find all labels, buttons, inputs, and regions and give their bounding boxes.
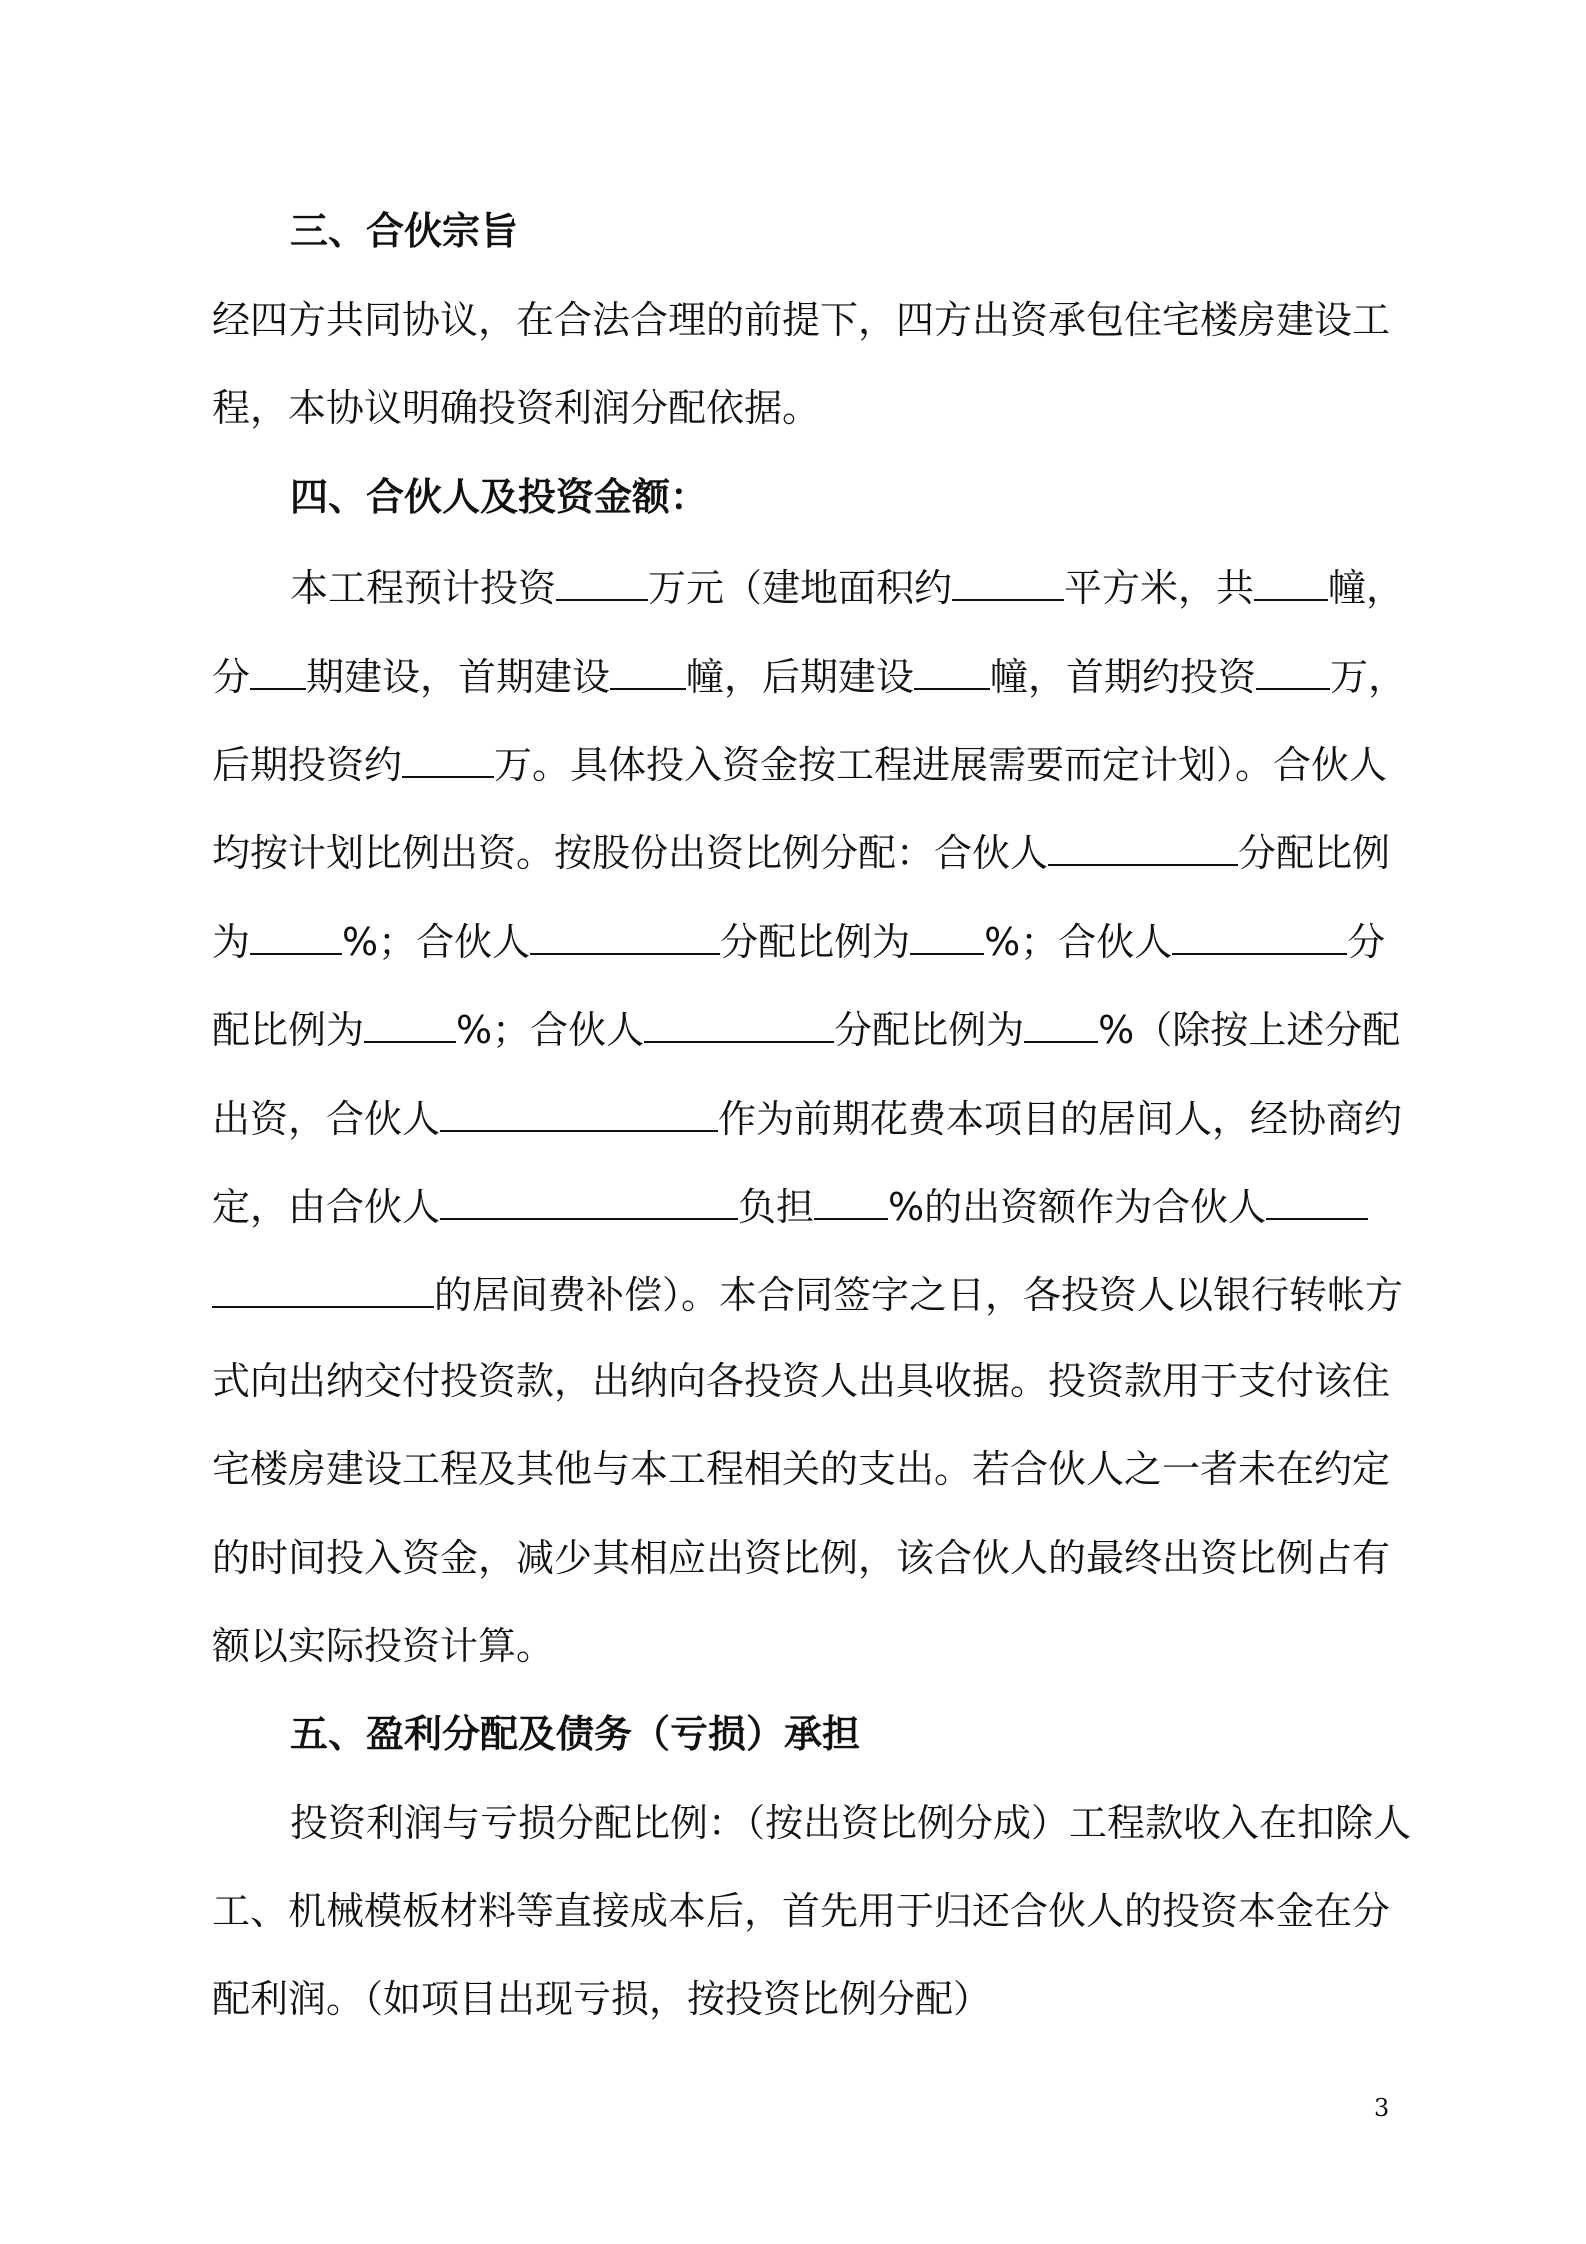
blank-field[interactable] — [1172, 915, 1347, 955]
text-run: 作为前期花费本项目的居间人，经协商约 — [718, 1097, 1403, 1141]
text-run: 万， — [1330, 655, 1407, 699]
paragraph-line — [212, 1180, 1368, 1231]
text-run: 均按计划比例出资。按股份出资比例分配：合伙人 — [212, 831, 1049, 875]
text-run: 后期投资约 — [212, 743, 403, 787]
paragraph-line: 宅楼房建设工程及其他与本工程相关的支出。若合伙人之一者未在约定 — [212, 1447, 1391, 1491]
blank-field[interactable] — [644, 1003, 834, 1043]
blank-field[interactable] — [530, 915, 720, 955]
text-run: 本工程预计投资 — [290, 566, 557, 610]
text-run: %的出资额作为合伙人 — [888, 1185, 1267, 1229]
text-run: %；合伙人 — [342, 920, 531, 964]
text-run: 分配比例为 — [834, 1008, 1025, 1052]
paragraph-line: 程，本协议明确投资利润分配依据。 — [212, 386, 821, 430]
paragraph-line — [290, 561, 1404, 612]
paragraph-line: 的时间投入资金，减少其相应出资比例，该合伙人的最终出资比例占有 — [212, 1536, 1391, 1580]
text-run: 分配比例 — [1238, 831, 1391, 875]
text-run: 为 — [212, 920, 251, 964]
text-run: 期建设，首期建设 — [306, 655, 611, 699]
paragraph-line: 配利润。（如项目出现亏损，按投资比例分配） — [212, 1977, 992, 2021]
text-run: 幢，后期建设 — [686, 655, 915, 699]
section-4-heading: 四、合伙人及投资金额： — [290, 475, 709, 519]
paragraph-line: 投资利润与亏损分配比例：（按出资比例分成）工程款收入在扣除人 — [290, 1801, 1412, 1845]
text-run: 分配比例为 — [720, 920, 911, 964]
blank-field[interactable] — [250, 915, 342, 955]
text-run: 的居间费补偿）。本合同签字之日，各投资人以银行转帐方 — [434, 1273, 1404, 1317]
paragraph-line: 经四方共同协议，在合法合理的前提下，四方出资承包住宅楼房建设工 — [212, 298, 1391, 342]
blank-field[interactable] — [1254, 561, 1328, 601]
text-run: %（除按上述分配 — [1098, 1008, 1401, 1052]
text-run: 配比例为 — [212, 1008, 365, 1052]
blank-field[interactable] — [402, 738, 494, 778]
paragraph-line — [212, 650, 1406, 701]
page-number: 3 — [1374, 2094, 1390, 2122]
blank-field[interactable] — [556, 561, 648, 601]
blank-field[interactable] — [364, 1003, 456, 1043]
blank-field[interactable] — [212, 1268, 434, 1308]
paragraph-line: 额以实际投资计算。 — [212, 1624, 555, 1668]
blank-field[interactable] — [952, 561, 1064, 601]
text-run: 幢，首期约投资 — [990, 655, 1257, 699]
paragraph-line — [212, 1268, 1403, 1319]
blank-field[interactable] — [910, 915, 984, 955]
text-run: 负担 — [738, 1185, 815, 1229]
paragraph-line — [212, 738, 1387, 789]
blank-field[interactable] — [610, 650, 686, 690]
blank-field[interactable] — [440, 1092, 718, 1132]
text-run: 出资，合伙人 — [212, 1097, 441, 1141]
blank-field[interactable] — [914, 650, 990, 690]
section-3-heading: 三、合伙宗旨 — [290, 209, 519, 253]
blank-field[interactable] — [1024, 1003, 1098, 1043]
text-run: 分 — [1347, 920, 1386, 964]
text-run: 万元（建地面积约 — [648, 566, 953, 610]
blank-field[interactable] — [814, 1180, 888, 1220]
blank-field[interactable] — [1266, 1180, 1368, 1220]
text-run: 分 — [212, 655, 251, 699]
blank-field[interactable] — [440, 1180, 738, 1220]
text-run: 万。具体投入资金按工程进展需要而定计划）。合伙人 — [494, 743, 1388, 787]
paragraph-line — [212, 1003, 1400, 1054]
blank-field[interactable] — [1048, 826, 1238, 866]
paragraph-line — [212, 1092, 1402, 1143]
text-run: %；合伙人 — [456, 1008, 645, 1052]
paragraph-line: 工、机械模板材料等直接成本后，首先用于归还合伙人的投资本金在分 — [212, 1889, 1391, 1933]
text-run: 幢， — [1328, 566, 1405, 610]
section-5-heading: 五、盈利分配及债务（亏损）承担 — [290, 1712, 861, 1756]
blank-field[interactable] — [1256, 650, 1330, 690]
text-run: %；合伙人 — [984, 920, 1173, 964]
text-run: 平方米，共 — [1064, 566, 1255, 610]
paragraph-line — [212, 826, 1390, 877]
paragraph-line — [212, 915, 1385, 966]
blank-field[interactable] — [250, 650, 306, 690]
paragraph-line: 式向出纳交付投资款，出纳向各投资人出具收据。投资款用于支付该住 — [212, 1359, 1391, 1403]
text-run: 定，由合伙人 — [212, 1185, 441, 1229]
